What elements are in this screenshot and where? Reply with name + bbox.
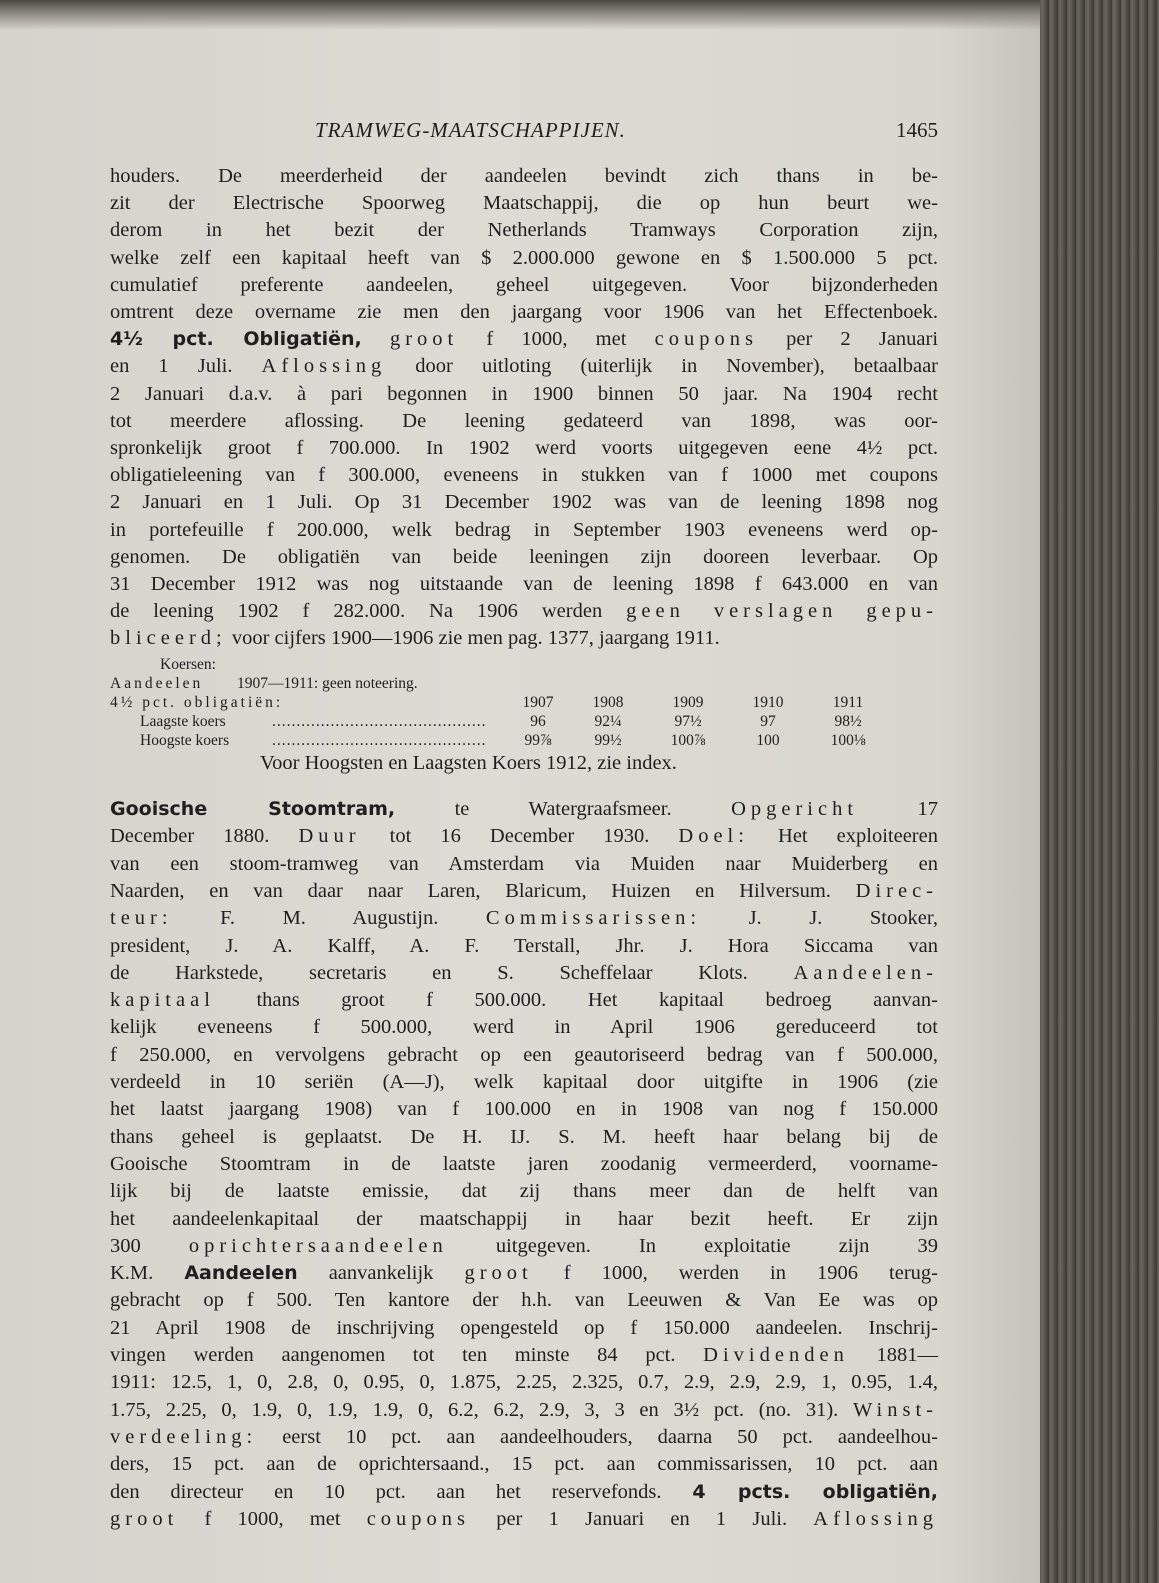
- koers-value: 100⅞: [670, 731, 706, 749]
- text-span: verdeeld in 10 seriën (A—J), welk kapitaal door uitgifte in 1906 (zie: [110, 1071, 938, 1093]
- gooi-line: [110, 878, 938, 905]
- obligatien-heading: 4½ pct. Obligatiën,: [110, 328, 362, 351]
- text-span: thans geheel is geplaatst. De H. IJ. S. M. heeft haar belang bij de: [110, 1125, 938, 1148]
- text-span: 1911: 12.5, 1, 0, 2.8, 0, 0.95, 0, 1.875, 2.25, 2.325, 0.7, 2.9, 2.9, 2.9, 1, 0.95, 1.4,: [110, 1371, 938, 1394]
- spaced-term: verdeeling:: [110, 1425, 258, 1448]
- text-span: obligatieleening van f 300.000, eveneens in stukken van f 1000 met coupons: [110, 464, 938, 487]
- spaced-term: coupons: [366, 1507, 471, 1530]
- text-span: vingen werden aangenomen tot ten minste 84 pct.: [110, 1344, 704, 1366]
- text-line: [110, 217, 938, 244]
- text-line: [110, 462, 938, 489]
- gooi-line: [110, 1124, 938, 1151]
- gooi-line: [110, 1451, 938, 1478]
- koers-value: 100: [756, 731, 780, 749]
- text-span: K.M.: [110, 1262, 185, 1285]
- text-span: 2 Januari d.a.v. à pari begonnen in 1900 binnen 50 jaar. Na 1904 recht: [110, 382, 938, 405]
- text-span: lijk bij de laatste emissie, dat zij thans meer dan de helft van: [110, 1180, 938, 1203]
- gooische-stoomtram-title: Gooische Stoomtram,: [110, 798, 396, 820]
- year-header: 1911: [832, 693, 864, 711]
- text-span: 2 Januari en 1 Juli. Op 31 December 1902 was van de leening 1898 nog: [110, 491, 938, 514]
- running-title: TRAMWEG-MAATSCHAPPIJEN.: [315, 118, 626, 142]
- spaced-term: coupons: [654, 328, 758, 351]
- text-span: per 1 Januari en 1 Juli.: [470, 1507, 814, 1530]
- text-span: gebracht op f 500. Ten kantore der h.h. van Leeuwen & Van Ee was op: [110, 1289, 938, 1312]
- text-span: thans groot f 500.000. Het kapitaal bedroeg aanvan-: [214, 989, 938, 1012]
- text-span: kelijk eveneens f 500.000, werd in April 1906 gereduceerd tot: [110, 1016, 938, 1039]
- page-top-shadow: [0, 0, 1040, 30]
- spaced-term: Commissarissen:: [485, 907, 702, 930]
- text-span: f 250.000, en vervolgens gebracht op een geautoriseerd bedrag van f 500.000,: [110, 1043, 938, 1066]
- gooi-line: [110, 1260, 938, 1287]
- text-span: president, J. A. Kalff, A. F. Terstall, Jhr. J. Hora Siccama van: [110, 934, 938, 957]
- page-number: 1465: [896, 118, 938, 142]
- koers-label: Laagste koers: [140, 712, 226, 730]
- gooi-line: [110, 1042, 938, 1069]
- text-span: uitgegeven. In exploitatie zijn 39: [447, 1234, 939, 1257]
- koers-value: 97: [760, 712, 776, 730]
- text-line: [110, 435, 938, 462]
- spaced-term: Aflossing: [813, 1507, 938, 1530]
- text-span: te Watergraafsmeer.: [454, 798, 732, 820]
- text-span: 300: [110, 1234, 189, 1257]
- obligatien-line: [110, 326, 938, 353]
- gooi-line: [110, 987, 938, 1014]
- gooi-line: [110, 1479, 938, 1506]
- koers-note-text: Voor Hoogsten en Laagsten Koers 1912, zie index.: [260, 751, 677, 774]
- text-span: van een stoom-tramweg van Amsterdam via Muiden naar Muiderberg en: [110, 852, 938, 875]
- spaced-term: bliceerd;: [110, 627, 227, 650]
- text-line: [110, 381, 938, 408]
- text-span: Gooische Stoomtram in de laatste jaren zoodanig vermeerderd, voorname-: [110, 1152, 938, 1175]
- spaced-term: groot: [464, 1262, 533, 1285]
- text-span: spronkelijk groot f 700.000. In 1902 werd voorts uitgegeven eene 4½ pct.: [110, 437, 938, 459]
- spaced-term: geen verslagen gepu-: [626, 600, 939, 623]
- text-span: f 1000, met: [486, 328, 627, 351]
- text-span: 1.75, 2.25, 0, 1.9, 0, 1.9, 1.9, 0, 6.2, 6.2, 2.9, 3, 3 en 3½ pct. (no. 31).: [110, 1398, 854, 1421]
- year-header: 1910: [752, 693, 784, 711]
- text-span: F. M. Augustijn.: [172, 907, 486, 930]
- gooi-line: [110, 1424, 938, 1451]
- gooi-line: [110, 823, 938, 850]
- koersen-heading: [110, 656, 938, 676]
- text-span: in portefeuille f 200.000, welk bedrag in September 1903 eveneens werd op-: [110, 518, 938, 541]
- text-span: het aandeelenkapitaal der maatschappij in haar bezit heeft. Er zijn: [110, 1207, 938, 1230]
- gooi-line: [110, 851, 938, 878]
- text-span: per 2 Januari: [786, 328, 939, 351]
- spaced-term: groot: [389, 328, 459, 351]
- text-span: December 1880.: [110, 825, 299, 848]
- gooi-line: [110, 1206, 938, 1233]
- koers-value: 96: [530, 712, 546, 730]
- leader-dots: ............................................: [272, 731, 487, 749]
- gooi-line: [110, 1069, 938, 1096]
- text-line: [110, 163, 938, 190]
- gooi-line: [110, 905, 938, 932]
- spaced-term: oprichtersaandeelen: [188, 1234, 448, 1257]
- gooi-line: [110, 960, 938, 987]
- text-span: Naarden, en van daar naar Laren, Blaricum, Huizen en Hilversum.: [110, 879, 856, 902]
- gooi-line: [110, 1397, 938, 1424]
- text-span: J. J. Stooker,: [701, 907, 938, 930]
- page-header: [110, 118, 938, 148]
- spaced-term: kapitaal: [110, 989, 215, 1012]
- text-line: [110, 299, 938, 326]
- laagste-koers-row: [110, 713, 938, 733]
- koers-value: 92¼: [594, 712, 622, 730]
- spaced-term: Winst-: [853, 1398, 938, 1421]
- text-span: den directeur en 10 pct. aan het reservefonds.: [110, 1480, 693, 1503]
- text-line: [110, 517, 938, 544]
- year-header: 1908: [592, 693, 624, 711]
- gooi-line: [110, 1233, 938, 1260]
- koers-label: Hoogste koers: [140, 731, 230, 749]
- oblig-koers-label: 4½ pct. obligatiën:: [110, 693, 284, 711]
- spaced-term: Dividenden: [703, 1344, 849, 1366]
- text-line: [110, 190, 938, 217]
- book-spine: [1040, 0, 1159, 1583]
- text-line: [110, 245, 938, 272]
- koersen-heading-label: Koersen:: [160, 655, 216, 673]
- gooi-line: [110, 1506, 938, 1533]
- text-line: [110, 272, 938, 299]
- text-span: voor cijfers 1900—1906 zie men pag. 1377, jaargang 1911.: [226, 627, 720, 650]
- text-span: cumulatief preferente aandeelen, geheel uitgegeven. Voor bijzonderheden: [110, 273, 938, 296]
- gooi-line: [110, 1096, 938, 1123]
- text-line: [110, 625, 938, 652]
- gooi-line: [110, 1369, 938, 1396]
- gooi-line: [110, 796, 938, 823]
- gooi-line: [110, 1342, 938, 1369]
- text-span: eerst 10 pct. aan aandeelhouders, daarna 50 pct. aandeelhou-: [257, 1425, 938, 1448]
- year-header: 1907: [522, 693, 554, 711]
- text-span: welke zelf een kapitaal heeft van $ 2.000.000 gewone en $ 1.500.000 5 pct.: [110, 246, 938, 269]
- spaced-term: Aandeelen-: [793, 961, 938, 984]
- gooi-line: [110, 1178, 938, 1205]
- text-span: tot meerdere aflossing. De leening gedateerd van 1898, was oor-: [110, 409, 938, 432]
- aandeelen-label: Aandeelen: [110, 674, 204, 692]
- text-span: het laatst jaargang 1908) van f 100.000 en in 1908 van nog f 150.000: [110, 1098, 938, 1121]
- spaced-term: Aflossing: [261, 355, 387, 378]
- gooi-line: [110, 1287, 938, 1314]
- gooi-line: [110, 1014, 938, 1041]
- text-span: ders, 15 pct. aan de oprichtersaand., 15 pct. aan commissarissen, 10 pct. aan: [110, 1453, 938, 1476]
- koers-value: 100⅛: [830, 731, 866, 749]
- koers-value: 98½: [834, 712, 862, 730]
- koers-value: 99⅞: [524, 731, 552, 749]
- bold-term: 4 pcts. obligatiën,: [692, 1480, 938, 1503]
- text-span: genomen. De obligatiën van beide leeningen zijn dooreen leverbaar. Op: [110, 545, 938, 568]
- text-span: zit der Electrische Spoorweg Maatschappij, die op hun beurt we-: [110, 192, 938, 215]
- year-header: 1909: [672, 693, 704, 711]
- leader-dots: ............................................: [272, 712, 487, 730]
- spaced-term: Duur: [298, 825, 361, 848]
- text-span: houders. De meerderheid der aandeelen bevindt zich thans in be-: [110, 165, 938, 187]
- text-span: de Harkstede, secretaris en S. Scheffelaar Klots.: [110, 961, 794, 984]
- spaced-term: Opgericht: [731, 798, 859, 820]
- koers-value: 99½: [594, 731, 622, 749]
- spaced-term: teur:: [110, 907, 173, 930]
- koers-note: [110, 752, 938, 779]
- text-span: 17: [858, 798, 939, 820]
- gooi-line: [110, 1151, 938, 1178]
- text-line: [110, 571, 938, 598]
- aandeelen-text: 1907—1911: geen noteering.: [237, 674, 418, 692]
- text-line: [110, 489, 938, 516]
- koers-value: 97½: [674, 712, 702, 730]
- text-span: Het exploiteeren: [748, 825, 938, 848]
- gooi-line: [110, 933, 938, 960]
- aandeelen-koers-row: [110, 675, 938, 695]
- text-span: door uitloting (uiterlijk in November), betaalbaar: [386, 355, 939, 378]
- bold-term: Aandeelen: [184, 1262, 298, 1285]
- text-span: en 1 Juli.: [110, 355, 262, 378]
- text-span: tot 16 December 1930.: [360, 825, 679, 848]
- text-line: [110, 544, 938, 571]
- text-line: [110, 353, 938, 380]
- text-span: 21 April 1908 de inschrijving opengesteld op f 150.000 aandeelen. Inschrij-: [110, 1316, 938, 1339]
- text-span: 1881—: [848, 1344, 939, 1366]
- text-span: f 1000, met: [178, 1507, 367, 1530]
- gooi-line: [110, 1315, 938, 1342]
- text-span: omtrent deze overname zie men den jaargang voor 1906 van het Effectenboek.: [110, 301, 938, 323]
- text-line: [110, 598, 938, 625]
- spaced-term: groot: [110, 1507, 179, 1530]
- text-span: derom in het bezit der Netherlands Tramways Corporation zijn,: [110, 219, 938, 242]
- text-line: [110, 408, 938, 435]
- text-span: f 1000, werden in 1906 terug-: [532, 1262, 938, 1285]
- oblig-years-row: [110, 694, 938, 714]
- spaced-term: Direc-: [855, 879, 938, 902]
- hoogste-koers-row: [110, 732, 938, 752]
- text-span: de leening 1902 f 282.000. Na 1906 werden: [110, 600, 627, 623]
- text-span: aanvankelijk: [297, 1262, 465, 1285]
- text-span: 31 December 1912 was nog uitstaande van de leening 1898 f 643.000 en van: [110, 573, 938, 595]
- spaced-term: Doel:: [678, 825, 749, 848]
